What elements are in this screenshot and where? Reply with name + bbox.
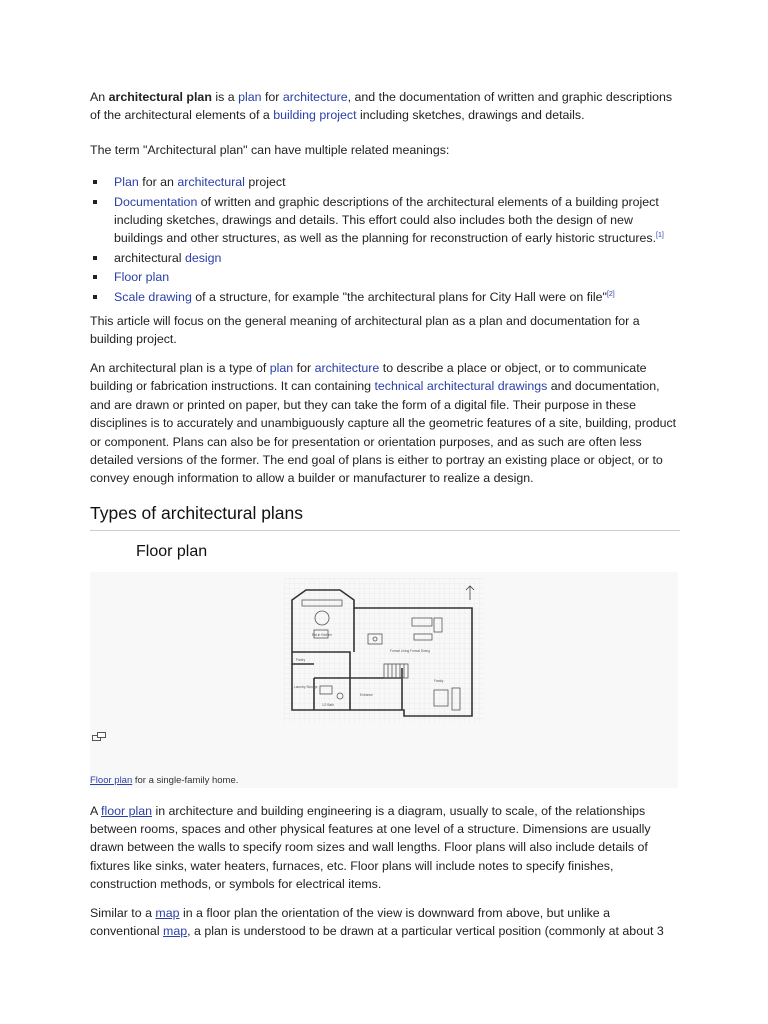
subsection-heading: Floor plan [136,543,208,561]
list-item [90,268,680,286]
list-item [90,173,680,191]
orientation-paragraph [90,904,680,941]
floor-plan-link[interactable]: Floor plan [90,774,133,786]
text: for a single-family home. [132,774,239,786]
room-label: Family [434,678,444,683]
plan-link[interactable]: plan [269,360,294,375]
list-item [90,249,680,267]
room-label: 1/2 Bath [322,702,334,707]
text: project [244,175,286,190]
floor-plan-image[interactable] [284,578,484,722]
text: including sketches, drawings and details. [356,108,585,123]
bullet-icon [93,180,97,184]
text: is a [211,90,239,104]
list-item [90,193,680,248]
figure-caption [90,772,238,790]
architecture-link[interactable]: architecture [282,90,348,104]
room-label: Formal Living Formal Dining [390,648,430,653]
meanings-intro: The term "Architectural plan" can have multiple related meanings: [90,142,450,157]
text: architectural [114,250,185,265]
text: in a floor plan the orientation of the view is downward from above, but unlike a conventional [90,905,611,938]
text: An architectural plan is a type of [90,360,270,375]
text: of written and graphic descriptions of the architectural elements of a building project including sketches, drawings and details. This effort could also includes both the design of new buildings and other structures, as well as the planning for reconstruction of early historic structures. [114,194,659,246]
architecture-link[interactable]: architecture [314,360,380,375]
technical-drawings-link[interactable]: technical architectural drawings [374,379,548,394]
intro-paragraph [90,88,680,125]
design-link[interactable]: design [184,250,222,265]
room-label: Laundry Storage [294,684,318,689]
text: , and the documentation of written and graphic descriptions of the architectural elements of a [90,90,673,123]
bullet-icon [93,200,97,204]
text: A [90,803,102,818]
scale-drawing-link[interactable]: Scale drawing [114,289,192,304]
text: , a plan is understood to be drawn at a particular vertical position (commonly at about 3 [187,923,664,938]
list-item [90,288,680,306]
building-project-link[interactable]: building project [273,108,357,123]
text: Similar to a [90,905,156,920]
meanings-list [90,173,680,306]
article [90,88,680,950]
floor-plan-figure [90,572,678,788]
definition-paragraph [90,359,680,488]
plan-link[interactable]: plan [238,90,262,104]
section-heading: Types of architectural plans [90,498,680,531]
focus-paragraph: This article will focus on the general meaning of architectural plan as a plan and documentation for a building project. [90,314,640,347]
floor-plan-paragraph [90,802,680,894]
text: of a structure, for example "the architectural plans for City Hall were on file" [191,289,607,304]
bullet-icon [93,295,97,299]
text: for [293,360,315,375]
room-label: Pantry [296,657,306,662]
text: for [261,90,283,104]
documentation-link[interactable]: Documentation [114,194,198,209]
text: for an [138,175,178,190]
text: and documentation, and are drawn or printed on paper, but they can take the form of a digital file. Their purpose in these disciplines is to accurately and unambiguously capture all the geometric features of a site, building, product or component. Plans can also be for presentation or orientation purposes, and as such are often less detailed versions of the former. The end goal of plans is either to portray an existing place or object, or to convey enough information to allow a builder or manufacturer to realize a design. [90,379,677,486]
text: in architecture and building engineering is a diagram, usually to scale, of the relationships between rooms, spaces and other physical features at one level of a structure. Dimensions are usually drawn between the walls to specify room sizes and wall lengths. Floor plans will also include details of fixtures like sinks, water heaters, furnaces, etc. Floor plans will include notes to specify finishes, construction methods, or symbols for electrical items. [90,803,651,892]
room-label: Eat-in Kitchen [312,632,332,637]
term-bold: architectural plan [108,90,212,104]
text: to describe a place or object, or to communicate building or fabrication instructions. It can containing [90,360,647,394]
floor-plan-link[interactable]: floor plan [101,803,153,818]
plan-link[interactable]: Plan [114,175,139,190]
map-link[interactable]: map [163,923,188,938]
bullet-icon [93,256,97,260]
architectural-link[interactable]: architectural [177,175,245,190]
bullet-icon [93,275,97,279]
reference-link[interactable]: [1] [656,232,664,240]
map-link[interactable]: map [155,905,180,920]
room-label: Entrance [360,692,373,697]
enlarge-icon[interactable] [92,732,106,742]
text: An [90,90,109,104]
reference-link[interactable]: [2] [606,290,615,298]
floor-plan-link[interactable]: Floor plan [114,270,170,285]
